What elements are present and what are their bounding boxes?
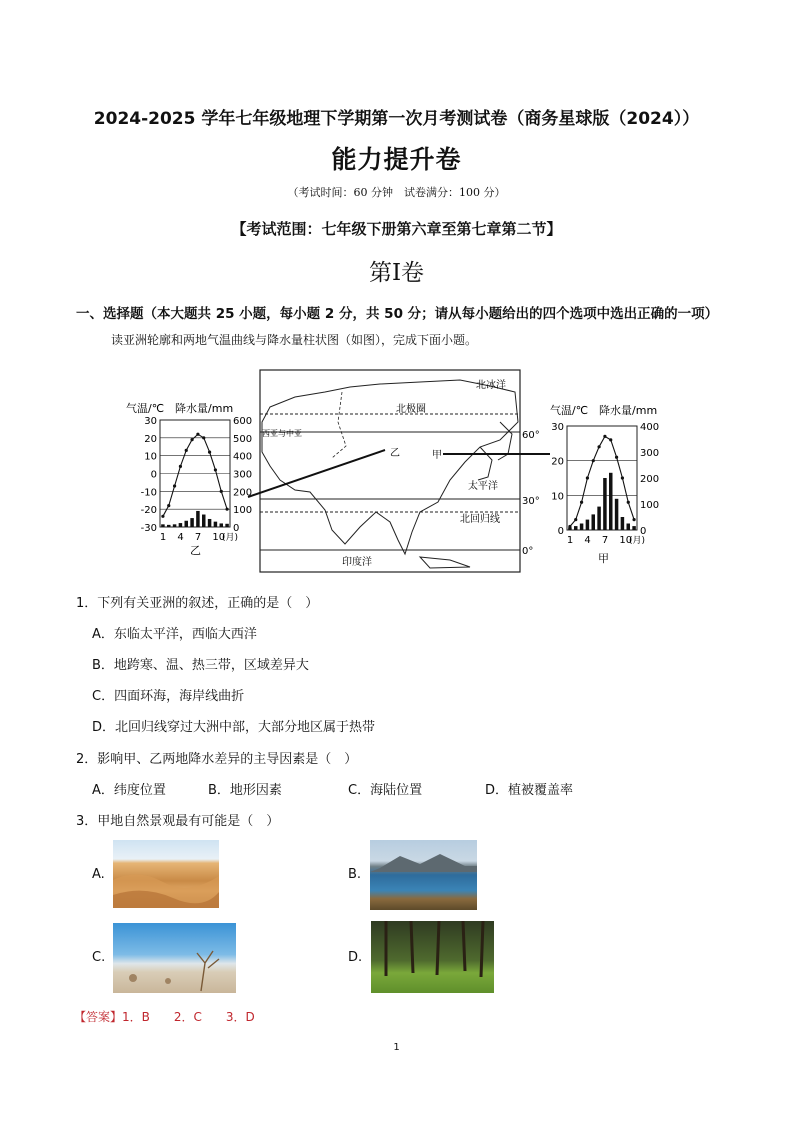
temp-point	[632, 518, 635, 521]
month-tick-label: 7	[601, 535, 609, 546]
q2-option-b[interactable]: B．地形因素	[208, 783, 282, 798]
month-tick-label: 10	[212, 532, 226, 543]
lat0-label: 0°	[522, 546, 534, 557]
q1-option-d[interactable]: D．北回归线穿过大洲中部，大部分地区属于热带	[92, 720, 376, 735]
temp-point	[220, 490, 223, 493]
precip-bar	[586, 520, 590, 530]
temp-point	[161, 515, 164, 518]
precip-tick-label: 200	[640, 474, 660, 485]
precip-tick-label: 500	[233, 433, 253, 445]
precip-tick-label: 100	[233, 505, 253, 517]
arctic-circle-label: 北极圈	[396, 404, 426, 415]
right-temp-curve	[570, 436, 634, 526]
temp-point	[179, 465, 182, 468]
indian-ocean-label: 印度洋	[342, 557, 372, 568]
lat30-label: 30°	[522, 496, 540, 507]
right-climate-chart	[550, 403, 659, 565]
precip-bar	[632, 526, 636, 530]
precip-bar	[225, 524, 229, 527]
precip-bar	[627, 524, 631, 531]
temp-point	[586, 476, 589, 479]
dry-steppe-photo[interactable]	[113, 923, 236, 993]
q2-option-c[interactable]: C．海陆位置	[348, 783, 423, 798]
exam-time-info: （考试时间：60 分钟 试卷满分：100 分）	[287, 186, 506, 199]
figure-intro: 读亚洲轮廓和两地气温曲线与降水量柱状图（如图），完成下面小题。	[111, 333, 478, 347]
precip-tick-label: 0	[640, 526, 647, 537]
left-climate-chart	[126, 401, 252, 557]
temp-point	[627, 501, 630, 504]
temp-point	[574, 518, 577, 521]
temp-point	[185, 449, 188, 452]
month-tick-label: 7	[194, 532, 202, 543]
temp-tick-label: 0	[557, 526, 564, 537]
temp-tick-label: 20	[551, 456, 564, 468]
temp-point	[190, 438, 193, 441]
precip-bar	[167, 525, 171, 527]
precip-bar	[220, 523, 224, 527]
temp-point	[592, 459, 595, 462]
precip-bar	[621, 517, 625, 530]
temp-point	[167, 504, 170, 507]
answer-line: 【答案】1．B 2．C 3．D	[74, 1010, 255, 1024]
west-region-label: 西亚与中亚	[262, 429, 302, 438]
temp-tick-label: 30	[144, 416, 157, 427]
month-tick-label: 10	[619, 535, 633, 546]
temp-point	[196, 433, 199, 436]
q2-option-a[interactable]: A．纬度位置	[92, 783, 166, 798]
month-unit-label: (月)	[629, 536, 646, 546]
precip-bar	[173, 524, 177, 527]
precip-tick-label: 400	[640, 422, 660, 433]
temp-point	[580, 501, 583, 504]
precip-tick-label: 300	[233, 469, 253, 481]
jia-map-label: 甲	[432, 450, 442, 461]
q3-option-d-label[interactable]: D.	[348, 950, 363, 965]
temp-tick-label: 20	[144, 433, 157, 445]
exam-subtitle: 能力提升卷	[331, 145, 462, 174]
month-tick-label: 4	[177, 532, 184, 543]
temp-tick-label: 10	[551, 491, 564, 503]
precip-bar	[161, 524, 165, 527]
precip-tick-label: 200	[233, 487, 253, 499]
temp-point	[208, 451, 211, 454]
temp-point	[225, 508, 228, 511]
exam-scope: 【考试范围：七年级下册第六章至第七章第二节】	[231, 220, 562, 238]
q2-option-d[interactable]: D．植被覆盖率	[485, 783, 574, 798]
precip-bar	[179, 523, 183, 527]
temp-tick-label: -10	[140, 487, 157, 499]
precip-bar	[574, 526, 578, 530]
precip-bar	[609, 473, 613, 530]
temp-tick-label: 10	[144, 451, 157, 463]
temp-point	[609, 438, 612, 441]
precip-tick-label: 600	[233, 416, 253, 427]
q1-option-c[interactable]: C．四面环海，海岸线曲折	[92, 689, 245, 704]
forest-photo[interactable]	[371, 921, 494, 993]
month-unit-label: (月)	[222, 533, 239, 543]
section-heading: 一、选择题（本大题共 25 小题，每小题 2 分，共 50 分；请从每小题给出的四个选项中选出正确的一项）	[76, 306, 719, 322]
yi-map-label: 乙	[390, 448, 400, 459]
volume-heading: 第I卷	[368, 260, 425, 286]
left-temp-curve	[163, 434, 227, 516]
desert-dunes-photo[interactable]	[113, 840, 219, 908]
left-axis-title: 气温/℃ 降水量/mm	[126, 402, 234, 415]
left-station-label: 乙	[190, 544, 201, 557]
precip-bar	[214, 522, 218, 527]
precip-tick-label: 300	[640, 448, 660, 459]
precip-bar	[208, 519, 212, 527]
precip-bar	[580, 524, 584, 531]
temp-tick-label: -20	[140, 505, 157, 517]
precip-bar	[597, 507, 601, 530]
right-station-label: 甲	[598, 552, 609, 565]
lat60-label: 60°	[522, 430, 540, 441]
question-3-stem: 3．甲地自然景观最有可能是（ ）	[76, 814, 280, 829]
month-tick-label: 4	[584, 535, 591, 546]
right-axis-title: 气温/℃ 降水量/mm	[550, 404, 658, 417]
tropic-label: 北回归线	[460, 514, 500, 525]
temp-point	[202, 436, 205, 439]
climate-map-figure	[120, 362, 660, 574]
page-number: 1	[393, 1042, 400, 1053]
arctic-ocean-label: 北冰洋	[476, 380, 506, 391]
pacific-label: 太平洋	[468, 481, 498, 492]
temp-point	[214, 468, 217, 471]
question-2-stem: 2．影响甲、乙两地降水差异的主导因素是（ ）	[76, 752, 358, 767]
temp-point	[597, 445, 600, 448]
question-1-stem: 1．下列有关亚洲的叙述，正确的是（ ）	[76, 596, 319, 611]
temp-point	[568, 525, 571, 528]
temp-point	[603, 435, 606, 438]
temp-point	[173, 484, 176, 487]
precip-tick-label: 400	[233, 451, 253, 463]
asia-map	[248, 370, 550, 572]
lake-shore-photo[interactable]	[370, 840, 477, 910]
precip-tick-label: 0	[233, 523, 240, 534]
q3-option-a-label[interactable]: A.	[92, 867, 105, 882]
precip-bar	[190, 518, 194, 527]
temp-point	[615, 456, 618, 459]
temp-tick-label: -30	[140, 523, 157, 534]
precip-bar	[615, 499, 619, 530]
month-tick-label: 1	[159, 532, 167, 543]
month-tick-label: 1	[566, 535, 574, 546]
temp-tick-label: 30	[551, 422, 564, 433]
temp-tick-label: 0	[150, 469, 157, 481]
q1-option-b[interactable]: B．地跨寒、温、热三带，区域差异大	[92, 658, 309, 673]
precip-bar	[196, 511, 200, 527]
q3-option-c-label[interactable]: C.	[92, 950, 106, 965]
precip-bar	[185, 521, 189, 527]
q3-option-b-label[interactable]: B.	[348, 867, 362, 882]
exam-title: 2024-2025 学年七年级地理下学期第一次月考测试卷（商务星球版（2024））	[93, 109, 700, 129]
precip-bar	[592, 514, 596, 530]
precip-bar	[202, 515, 206, 527]
temp-point	[621, 476, 624, 479]
precip-bar	[603, 478, 607, 530]
q1-option-a[interactable]: A．东临太平洋，西临大西洋	[92, 627, 257, 642]
precip-tick-label: 100	[640, 500, 660, 511]
